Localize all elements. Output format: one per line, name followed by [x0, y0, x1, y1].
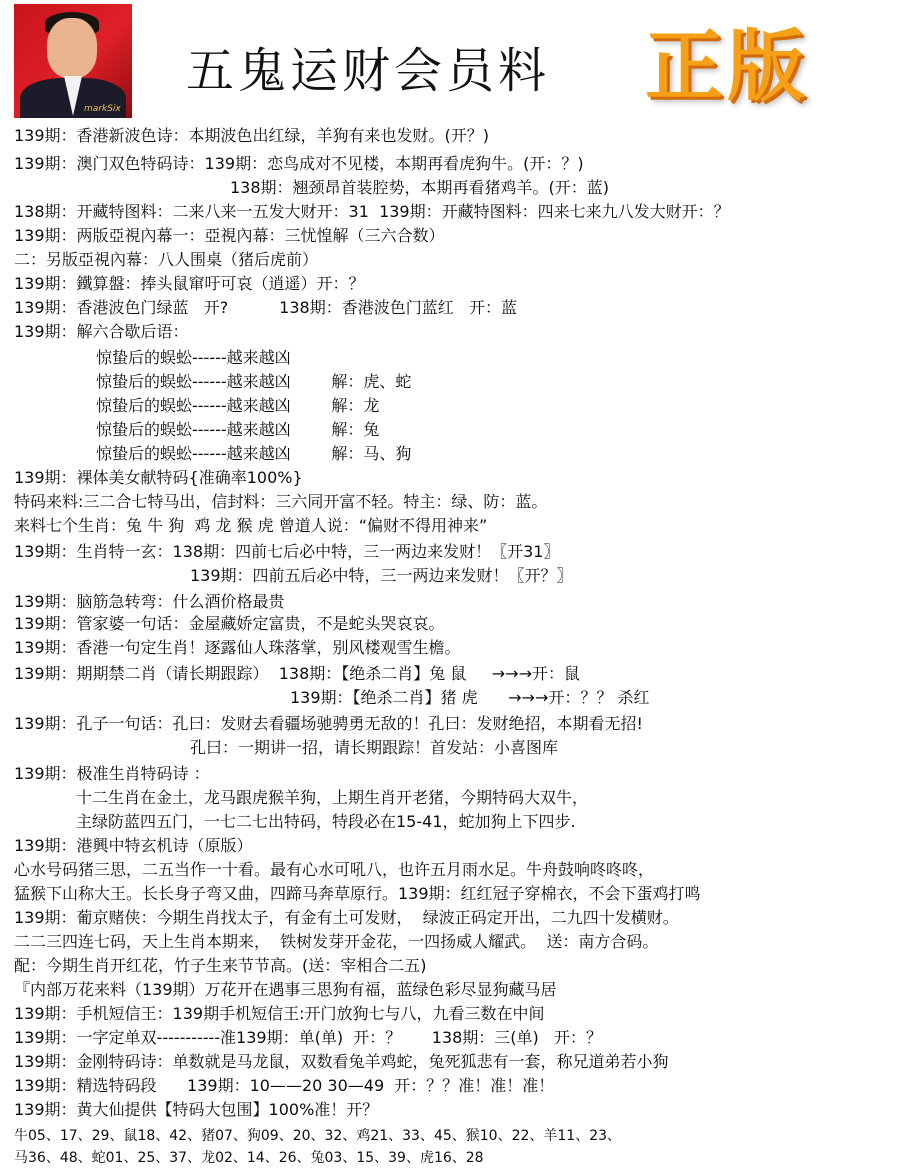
text-line: 139期：四前五后必中特，三一两边来发财！〖开？〗 [190, 566, 573, 585]
text-line: 猛猴下山称大王。长长身子弯又曲，四蹄马奔草原行。139期：红红冠子穿棉衣，不会下蛋鸡打鸣 [14, 884, 701, 903]
text-line: 139期：两版亞視內幕一：亞視內幕：三忧惶解（三六合数） [14, 226, 445, 245]
avatar-watermark: markSix [84, 104, 121, 114]
text-line: 139期：裸体美女献特码{准确率100%} [14, 468, 303, 487]
text-line: 139期：香港新波色诗：本期波色出红绿，羊狗有来也发财。(开？) [14, 126, 490, 145]
text-line: 十二生肖在金土，龙马跟虎猴羊狗，上期生肖开老猪，今期特码大双牛， [76, 788, 589, 807]
text-line: 139期：孔子一句话：孔曰：发财去看疆场驰骋勇无敌的！孔曰：发财绝招，本期看无招! [14, 714, 643, 733]
text-line: 『内部万花来料（139期）万花开在遇事三思狗有福，蓝绿色彩尽显狗藏马居 [14, 980, 557, 999]
text-line: 心水号码猪三思，二五当作一十看。最有心水可吼八，也许五月雨水足。牛舟鼓响咚咚咚， [14, 860, 655, 879]
text-line: 特码来料:三二合七特马出，信封料：三六同开富不轻。特主：绿、防：蓝。 [14, 492, 548, 511]
text-line: 139期：鐵算盤：捧头鼠窜吁可哀（逍遥）开：？ [14, 274, 365, 293]
text-line: 主绿防蓝四五门，一七二七出特码，特段必在15-41，蛇加狗上下四步. [76, 812, 576, 831]
text-line: 139期：精选特码段 139期：10——20 30—49 开：？？准！准！准！ [14, 1076, 555, 1095]
text-line: 139期：香港波色门绿蓝 开? 138期：香港波色门蓝红 开：蓝 [14, 298, 517, 317]
text-line: 139期：解六合歇后语： [14, 322, 189, 341]
text-line: 牛05、17、29、鼠18、42、猪07、狗09、20、32、鸡21、33、45、猴10、22、羊11、23、 [14, 1128, 622, 1144]
page-title: 五鬼运财会员料 [186, 43, 551, 99]
text-line: 惊蛰后的蜈蚣------越来越凶 解：兔 [96, 420, 380, 439]
avatar [14, 4, 132, 118]
text-line: 139期：期期禁二肖（请长期跟踪） 138期：【绝杀二肖】兔 鼠 →→→开：鼠 [14, 664, 580, 683]
avatar-face [47, 18, 97, 78]
text-line: 配：今期生肖开红花，竹子生来节节高。(送：宰相合二五) [14, 956, 427, 975]
text-line: 139期：黄大仙提供【特码大包围】100%准！开？ [14, 1100, 379, 1119]
text-line: 139期：管家婆一句话：金屋藏娇定富贵，不是蛇头哭哀哀。 [14, 614, 445, 633]
authentic-badge: 正版 [645, 22, 810, 112]
text-line: 139期：手机短信王：139期手机短信王:开门放狗七与八，九看三数在中间 [14, 1004, 545, 1023]
text-line: 139期：一字定单双-----------准139期：单(单) 开：？ 138期：三(单) 开：？ [14, 1028, 603, 1047]
text-line: 138期：开藏特图料：二来八来一五发大财开：31 139期：开藏特图料：四来七来九八发大财开：？ [14, 202, 730, 221]
text-line: 孔曰：一期讲一招，请长期跟踪！首发站：小喜图库 [190, 738, 559, 757]
text-line: 139期：【绝杀二肖】猪 虎 →→→开：？？ 杀红 [290, 688, 650, 707]
text-line: 139期：金刚特码诗：单数就是马龙鼠，双数看兔羊鸡蛇，兔死狐悲有一套，称兄道弟若小狗 [14, 1052, 669, 1071]
text-line: 139期：葡京赌侠：今期生肖找太子，有金有土可发财， 绿波正码定开出，二九四十发横财。 [14, 908, 679, 927]
text-line: 139期：极准生肖特码诗 ： [14, 764, 210, 783]
text-line: 惊蛰后的蜈蚣------越来越凶 解：马、狗 [96, 444, 412, 463]
text-line: 139期：香港一句定生肖！逐露仙人珠落掌，别风楼观雪生檐。 [14, 638, 461, 657]
text-line: 二二三四连七码，天上生肖本期来， 铁树发芽开金花，一四扬威人耀武。 送：南方合码。 [14, 932, 659, 951]
text-line: 139期：脑筋急转弯：什么酒价格最贵 [14, 592, 285, 611]
text-line: 来料七个生肖：兔 牛 狗 鸡 龙 猴 虎 曾道人说：“偏财不得用神来” [14, 516, 488, 535]
text-line: 139期：生肖特一玄：138期：四前七后必中特，三一两边来发财！〖开31〗 [14, 542, 560, 561]
text-line: 惊蛰后的蜈蚣------越来越凶 解：龙 [96, 396, 380, 415]
text-line: 139期：港興中特玄机诗（原版） [14, 836, 253, 855]
text-line: 139期：澳门双色特码诗：139期：恋鸟成对不见楼，本期再看虎狗牛。(开：？) [14, 154, 584, 173]
text-line: 惊蛰后的蜈蚣------越来越凶 解：虎、蛇 [96, 372, 412, 391]
text-line: 二：另版亞視內幕：八人围桌（猪后虎前） [14, 250, 319, 269]
text-line: 马36、48、蛇01、25、37、龙02、14、26、兔03、15、39、虎16、28 [14, 1150, 484, 1166]
text-line: 138期：翘颈昂首装腔势，本期再看猪鸡羊。(开：蓝) [230, 178, 610, 197]
text-line: 惊蛰后的蜈蚣------越来越凶 [96, 348, 291, 367]
